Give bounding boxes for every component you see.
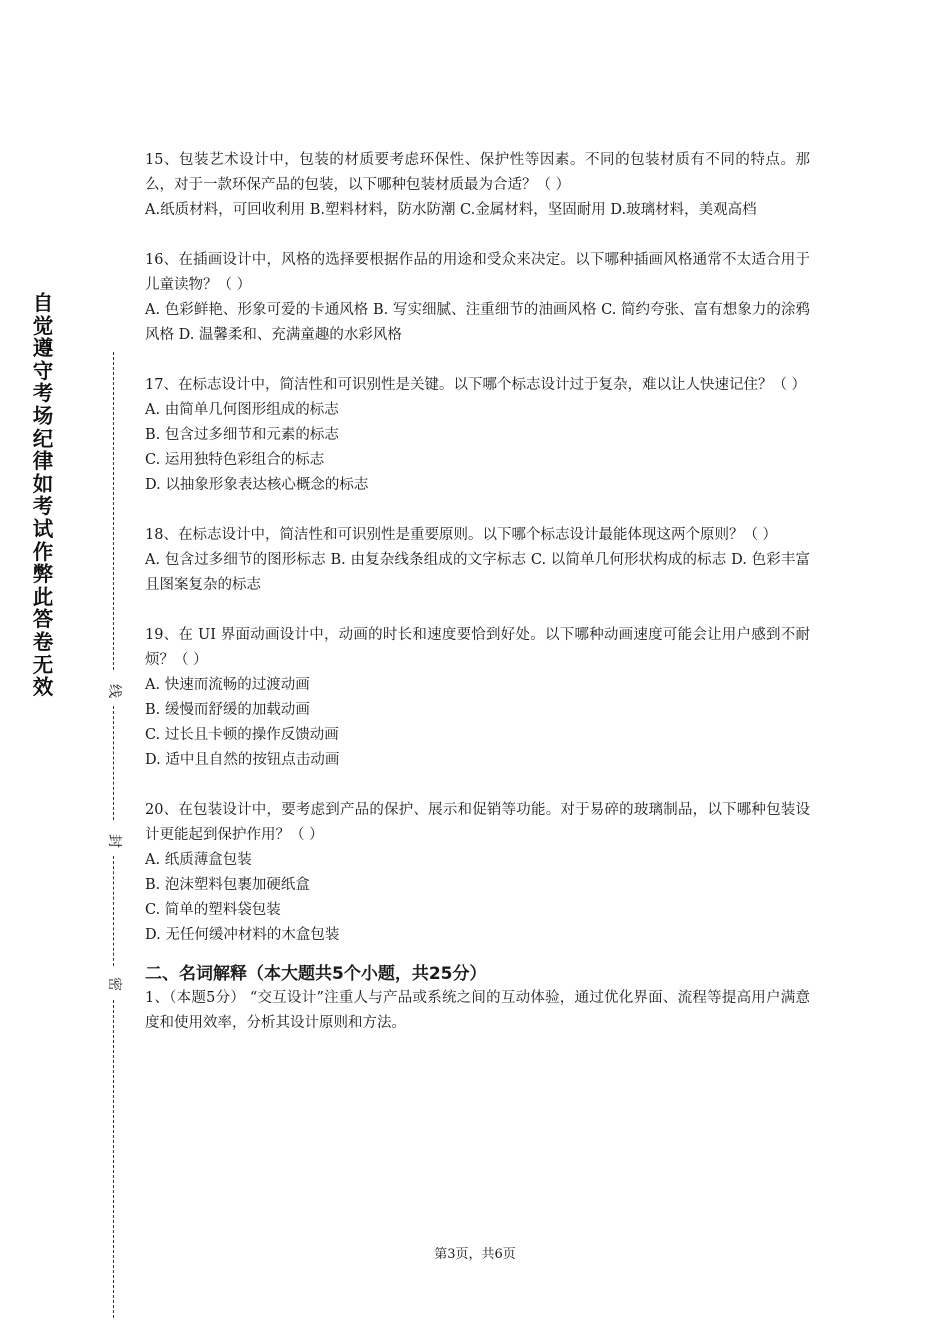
option-a: A. 纸质薄盒包装 (145, 852, 252, 868)
page-footer: 第3页，共6页 (434, 1247, 516, 1262)
option-c: C. 简单的塑料袋包装 (145, 902, 281, 918)
question-options: A. 包含过多细节的图形标志 B. 由复杂线条组成的文字标志 C. 以简单几何形状构成的标志 D. 色彩丰富且图案复杂的标志 (145, 552, 810, 593)
question-15 (145, 148, 810, 223)
option-b: B. 包含过多细节和元素的标志 (145, 427, 339, 443)
option-b: B. 缓慢而舒缓的加载动画 (145, 702, 310, 718)
question-text: 18、在标志设计中，简洁性和可识别性是重要原则。以下哪个标志设计最能体现这两个原则？（ ） (145, 527, 778, 543)
question-text: 20、在包装设计中，要考虑到产品的保护、展示和促销等功能。对于易碎的玻璃制品，以下哪种包装设计更能起到保护作用？（ ） (145, 802, 810, 843)
section-title: 二、名词解释（本大题共5个小题，共25分） (145, 964, 487, 984)
option-d: D. 适中且自然的按钮点击动画 (145, 752, 340, 768)
question-20 (145, 798, 810, 948)
option-a: A. 由简单几何图形组成的标志 (145, 402, 339, 418)
question-16 (145, 248, 810, 348)
binding-dashed-line (113, 856, 114, 966)
question-text: 17、在标志设计中，简洁性和可识别性是关键。以下哪个标志设计过于复杂，难以让人快速记住？（ ） (145, 377, 807, 393)
binding-dashed-line (113, 706, 114, 820)
exam-content (145, 148, 810, 1036)
option-d: D. 以抽象形象表达核心概念的标志 (145, 477, 369, 493)
binding-mark-secret: 密 (106, 977, 122, 991)
question-text: 15、包装艺术设计中，包装的材质要考虑环保性、保护性等因素。不同的包装材质有不同的特点。那么，对于一款环保产品的包装，以下哪种包装材质最为合适？（ ） (145, 152, 810, 193)
option-c: C. 运用独特色彩组合的标志 (145, 452, 325, 468)
question-17 (145, 373, 810, 498)
question-text: 19、在 UI 界面动画设计中，动画的时长和速度要恰到好处。以下哪种动画速度可能会让用户感到不耐烦？（ ） (145, 627, 810, 668)
question-options: A. 色彩鲜艳、形象可爱的卡通风格 B. 写实细腻、注重细节的油画风格 C. 简约夸张、富有想象力的涂鸦风格 D. 温馨柔和、充满童趣的水彩风格 (145, 302, 810, 343)
question-options: A.纸质材料，可回收利用 B.塑料材料，防水防潮 C.金属材料，坚固耐用 D.玻璃材料，美观高档 (145, 202, 757, 218)
question-18 (145, 523, 810, 598)
option-c: C. 过长且卡顿的操作反馈动画 (145, 727, 339, 743)
option-d: D. 无任何缓冲材料的木盒包装 (145, 927, 340, 943)
option-a: A. 快速而流畅的过渡动画 (145, 677, 310, 693)
binding-dashed-line (113, 352, 114, 670)
exam-discipline-notice: 自觉遵守考场纪律如考试作弊此答卷无效 (32, 291, 54, 700)
binding-mark-line: 线 (106, 684, 122, 698)
binding-dashed-line (113, 1000, 114, 1318)
option-b: B. 泡沫塑料包裹加硬纸盒 (145, 877, 310, 893)
question-19 (145, 623, 810, 773)
question-text: 16、在插画设计中，风格的选择要根据作品的用途和受众来决定。以下哪种插画风格通常不太适合用于儿童读物？（ ） (145, 252, 810, 293)
term-explanation-item: 1、（本题5分） “交互设计”注重人与产品或系统之间的互动体验，通过优化界面、流程等提高用户满意度和使用效率，分析其设计原则和方法。 (145, 990, 810, 1031)
binding-mark-seal: 封 (106, 834, 122, 848)
